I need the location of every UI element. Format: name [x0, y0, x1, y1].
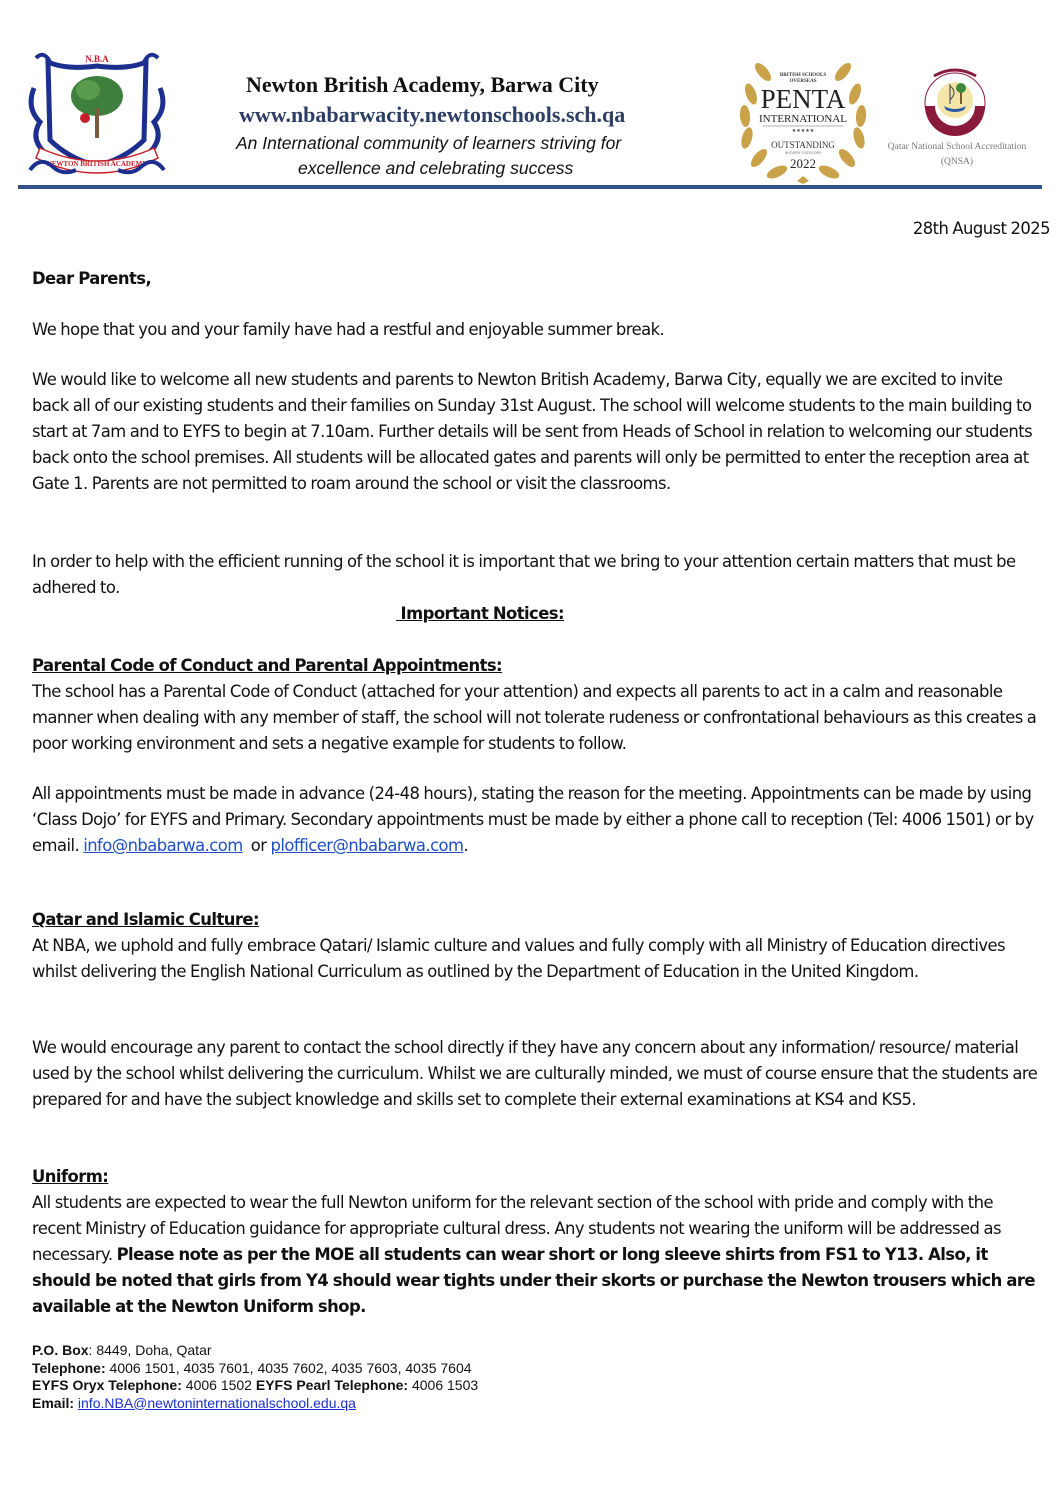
svg-text:2022: 2022 — [790, 156, 816, 171]
oryx-telephone-label: EYFS Oryx Telephone: — [32, 1377, 182, 1393]
pearl-telephone-value: 4006 1503 — [408, 1377, 479, 1393]
penta-international-award-badge-icon — [733, 54, 873, 184]
tagline-line-1: An International community of learners striving for — [236, 133, 622, 153]
svg-text:PENTA: PENTA — [760, 84, 846, 114]
qatar-state-emblem-icon — [920, 66, 990, 136]
attention-paragraph: In order to help with the efficient running of the school it is important that we bring to your attention certain matters that must be adhered to. — [32, 552, 1016, 597]
uniform-paragraph — [32, 1190, 1040, 1320]
telephone-value: 4006 1501, 4035 7601, 4035 7602, 4035 7603, 4035 7604 — [105, 1359, 472, 1376]
letterhead — [0, 0, 1058, 200]
svg-text:IN EVERY CATEGORY: IN EVERY CATEGORY — [784, 151, 822, 155]
intro-paragraph: We hope that you and your family have had a restful and enjoyable summer break. — [32, 320, 665, 339]
school-website[interactable]: www.nbabarwacity.newtonschools.sch.qa — [239, 102, 626, 127]
period: . — [463, 836, 469, 855]
tagline-line-2: excellence and celebrating success — [298, 158, 574, 178]
uniform-heading: Uniform: — [32, 1167, 109, 1186]
nba-crest-logo-icon — [26, 48, 168, 184]
svg-text:OVERSEAS: OVERSEAS — [789, 79, 817, 84]
culture-paragraph-2: We would encourage any parent to contact the school directly if they have any concern about any information/ resource/ material used by the school whilst delivering the curriculum. Whilst we are culturally minded, we must of course ensure that the students are prepared for and have the subject knowledge and skills set to complete their external examinations at KS4 and KS5. — [32, 1038, 1038, 1109]
telephone-line — [32, 1360, 478, 1378]
or-text: or — [242, 836, 271, 855]
school-tagline — [236, 131, 686, 181]
school-name: Newton British Academy, Barwa City — [246, 72, 599, 97]
qnsa-line-1: Qatar National School Accreditation — [887, 142, 1027, 152]
svg-text:★★★★★: ★★★★★ — [791, 128, 815, 134]
header-divider — [18, 185, 1042, 189]
uniform-text: All students are expected to wear the full Newton uniform for the relevant section of the school with pride and comply with the recent Ministry of Education guidance for appropriate cultural dress. Any students not wearing the uniform will be addressed as necessary. — [32, 1193, 1001, 1264]
email-line — [32, 1395, 478, 1413]
telephone-label: Telephone: — [32, 1359, 106, 1376]
svg-text:BRITISH SCHOOLS: BRITISH SCHOOLS — [779, 73, 827, 78]
conduct-paragraph: The school has a Parental Code of Conduct (attached for your attention) and expects all parents to act in a calm and reasonable manner when dealing with any member of staff, the school will not tolerate rudeness or confrontational behaviours as this creates a poor working environment and sets a negative example for students to follow. — [32, 682, 1037, 753]
appointments-text: All appointments must be made in advance (24-48 hours), stating the reason for the meeting. Appointments can be made by using ‘Class Dojo’ for EYFS and Primary. Secondary appointments must be made by either a phone call to reception (Tel: 4006 1501) or by email. — [32, 784, 1034, 855]
appointments-paragraph — [32, 781, 1040, 859]
school-email-link[interactable]: info.NBA@newtoninternationalschool.edu.qa — [77, 1394, 356, 1411]
culture-heading: Qatar and Islamic Culture: — [32, 910, 259, 929]
contact-footer — [32, 1342, 478, 1412]
po-box-label: P.O. Box — [32, 1342, 89, 1358]
culture-paragraph-1: At NBA, we uphold and fully embrace Qatari/ Islamic culture and values and fully comply with all Ministry of Education directives whilst delivering the English National Curriculum as outlined by the Department of Education in the United Kingdom. — [32, 936, 1006, 981]
svg-text:NEWTON BRITISH ACADEMY: NEWTON BRITISH ACADEMY — [46, 160, 148, 168]
important-notices-heading: Important Notices: — [396, 604, 564, 623]
svg-text:INTERNATIONAL: INTERNATIONAL — [759, 113, 847, 125]
letter-date: 28th August 2025 — [912, 219, 1050, 238]
salutation: Dear Parents, — [32, 269, 152, 288]
oryx-telephone-value: 4006 1502 — [181, 1377, 256, 1393]
qnsa-accreditation-label — [872, 140, 1042, 170]
info-email-link[interactable]: info@nbabarwa.com — [83, 836, 243, 855]
svg-text:OUTSTANDING: OUTSTANDING — [771, 140, 835, 150]
po-box-line — [32, 1342, 478, 1360]
uniform-moe-note: Please note as per the MOE all students can wear short or long sleeve shirts from FS1 to Y13. Also, it should be noted that girls from Y4 should wear tights under their skorts or purchase the Newton trousers which are available at the Newton Uniform shop. — [32, 1245, 1035, 1316]
svg-text:N.B.A: N.B.A — [85, 54, 109, 64]
plofficer-email-link[interactable]: plofficer@nbabarwa.com — [270, 836, 464, 855]
conduct-heading: Parental Code of Conduct and Parental Appointments: — [32, 656, 503, 675]
welcome-paragraph: We would like to welcome all new students and parents to Newton British Academy, Barwa City, equally we are excited to invite back all of our existing students and their families on Sunday 31st August. The school will welcome students to the main building to start at 7am and to EYFS to begin at 7.10am. Further details will be sent from Heads of School in relation to welcoming our students back onto the school premises. All students will be allocated gates and parents will only be permitted to enter the reception area at Gate 1. Parents are not permitted to roam around the school or visit the classrooms. — [32, 370, 1033, 493]
eyfs-telephone-line — [32, 1377, 478, 1395]
pearl-telephone-label: EYFS Pearl Telephone: — [255, 1377, 409, 1393]
po-box-value: : 8449, Doha, Qatar — [88, 1342, 212, 1358]
email-label: Email: — [32, 1394, 75, 1411]
qnsa-line-2: (QNSA) — [940, 157, 974, 167]
